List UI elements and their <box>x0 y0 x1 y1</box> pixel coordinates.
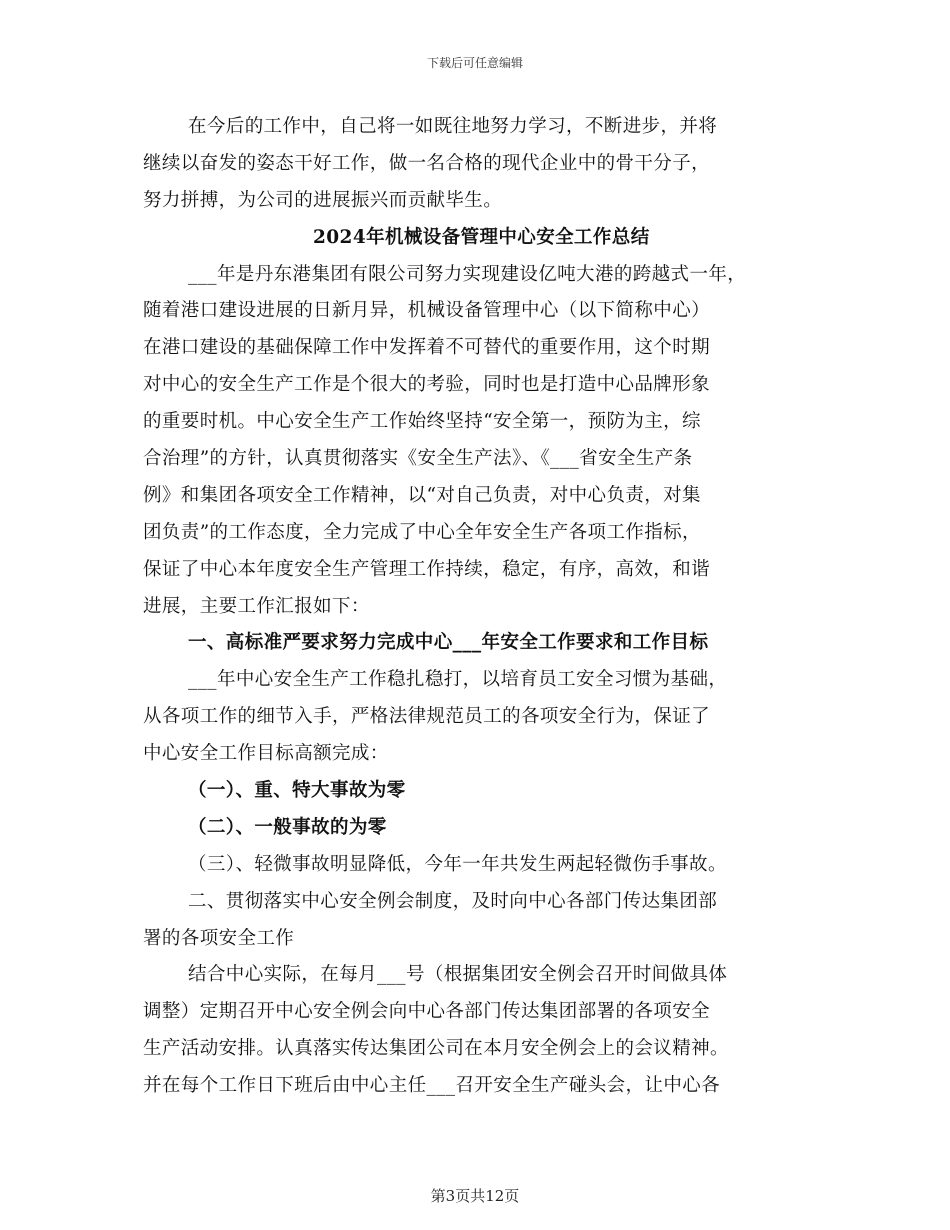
section-heading: （二）、一般事故的为零 <box>188 816 387 838</box>
text-line: ___年中心安全生产工作稳扎稳打，以培育员工安全习惯为基础， <box>188 669 728 691</box>
text-line: 并在每个工作日下班后由中心主任___召开安全生产碰头会，让中心各 <box>143 1075 721 1097</box>
text-line: 生产活动安排。认真落实传达集团公司在本月安全例会上的会议精神。 <box>143 1038 729 1060</box>
text-line: 在今后的工作中，自己将一如既往地努力学习，不断进步，并将 <box>188 116 718 137</box>
section-heading: 一、高标准严要求努力完成中心___年安全工作要求和工作目标 <box>188 632 709 654</box>
text-line: ___年是丹东港集团有限公司努力实现建设亿吨大港的跨越式一年， <box>188 263 747 285</box>
text-line: 例》和集团各项安全工作精神，以“对自己负责，对中心负责，对集 <box>143 484 701 506</box>
text-line: 的重要时机。中心安全生产工作始终坚持“安全第一，预防为主，综 <box>143 411 701 433</box>
text-line: 二、贯彻落实中心安全例会制度，及时向中心各部门传达集团部 <box>188 890 718 912</box>
text-line: 随着港口建设进展的日新月异，机械设备管理中心（以下简称中心） <box>143 300 711 322</box>
text-line: 从各项工作的细节入手，严格法律规范员工的各项安全行为，保证了 <box>143 706 711 728</box>
text-line: 结合中心实际，在每月___号（根据集团安全例会召开时间做具体 <box>188 964 728 986</box>
section-heading: （一）、重、特大事故为零 <box>188 780 406 802</box>
text-line: 中心安全工作目标高额完成： <box>143 743 389 765</box>
document-body <box>143 109 823 1105</box>
text-line: 在港口建设的基础保障工作中发挥着不可替代的重要作用，这个时期 <box>143 337 711 359</box>
text-line: 努力拼搏，为公司的进展振兴而贡献毕生。 <box>143 189 503 211</box>
text-line: 合治理”的方针，认真贯彻落实《安全生产法》、《___省安全生产条 <box>143 448 693 470</box>
page-footer: 第3页共12页 <box>430 1187 520 1205</box>
text-line: 保证了中心本年度安全生产管理工作持续，稳定，有序，高效，和谐 <box>143 558 711 580</box>
text-line: 继续以奋发的姿态干好工作，做一名合格的现代企业中的骨干分子， <box>143 152 711 174</box>
text-line: 对中心的安全生产工作是个很大的考验，同时也是打造中心品牌形象 <box>143 374 711 396</box>
text-line: 调整）定期召开中心安全例会向中心各部门传达集团部署的各项安全 <box>143 1001 711 1023</box>
page-header: 下载后可任意编辑 <box>426 56 523 70</box>
text-line: （三）、轻微事故明显降低，今年一年共发生两起轻微伤手事故。 <box>188 853 727 875</box>
text-line: 进展，主要工作汇报如下： <box>143 595 370 617</box>
text-line: 团负责”的工作态度，全力完成了中心全年安全生产各项工作指标， <box>143 521 701 543</box>
document-title: 2024年机械设备管理中心安全工作总结 <box>313 226 650 248</box>
text-line: 署的各项安全工作 <box>143 927 295 949</box>
